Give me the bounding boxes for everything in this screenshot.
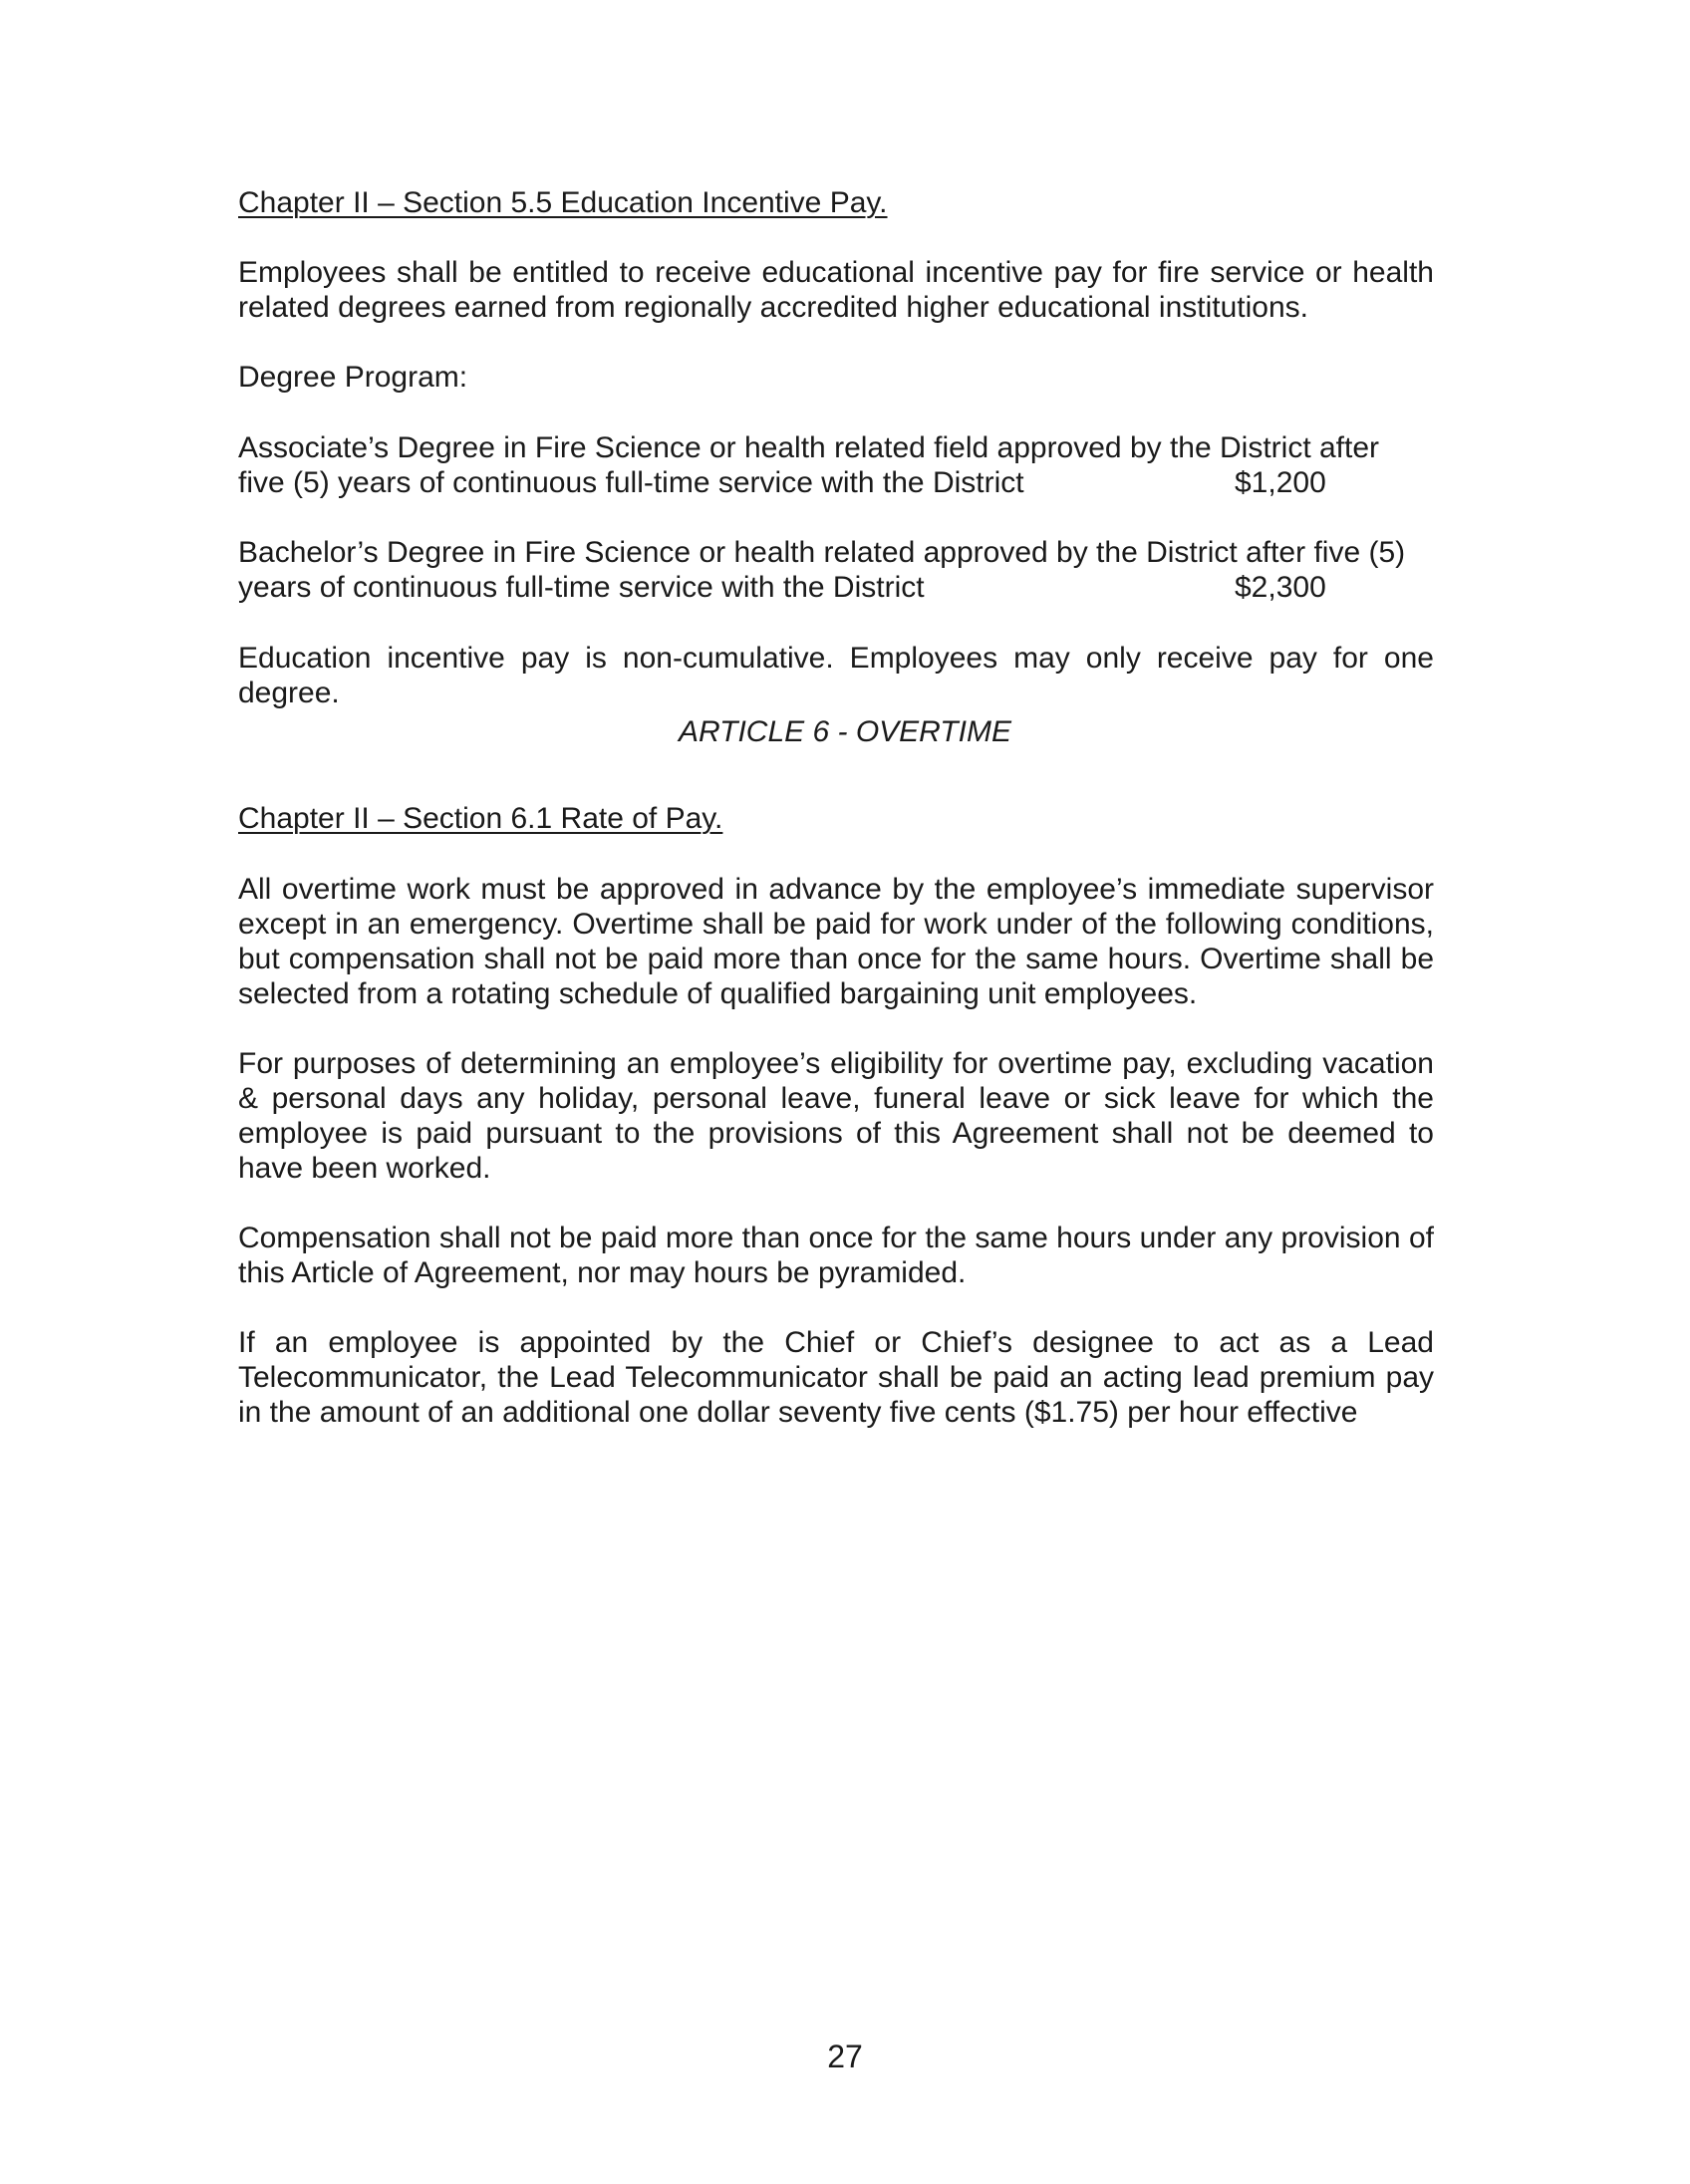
non-cumulative-note: Education incentive pay is non-cumulative. Employees may only receive pay for one degree.	[238, 642, 1434, 709]
associates-degree-line1: Associate’s Degree in Fire Science or health related field approved by the District after	[238, 431, 1380, 464]
lead-telecommunicator-paragraph: If an employee is appointed by the Chief or Chief’s designee to act as a Lead Telecommunicator, the Lead Telecommunicator shall be paid an acting lead premium pay in the amount of an additional one dollar seventy five cents ($1.75) per hour effective	[238, 1326, 1434, 1429]
overtime-approval-paragraph: All overtime work must be approved in advance by the employee’s immediate supervisor except in an emergency. Overtime shall be paid for work under of the following conditions, but compensation shall not be paid more than once for the same hours. Overtime shall be selected from a rotating schedule of qualified bargaining unit employees.	[238, 873, 1434, 1010]
bachelors-degree-amount: $2,300	[1235, 571, 1326, 604]
associates-degree-entry	[238, 430, 1434, 500]
no-pyramiding-paragraph: Compensation shall not be paid more than once for the same hours under any provision of this Article of Agreement, nor may hours be pyramided.	[238, 1222, 1434, 1289]
associates-degree-line2-row	[238, 465, 1434, 500]
degree-program-label: Degree Program:	[238, 361, 468, 394]
associates-degree-amount: $1,200	[1235, 466, 1326, 499]
section-5-5-heading: Chapter II – Section 5.5 Education Incentive Pay.	[238, 186, 888, 219]
section-5-5-intro: Employees shall be entitled to receive educational incentive pay for fire service or health related degrees earned from regionally accredited higher educational institutions.	[238, 256, 1434, 324]
bachelors-degree-line2: years of continuous full-time service with the District	[238, 571, 925, 604]
overtime-eligibility-paragraph: For purposes of determining an employee’s eligibility for overtime pay, excluding vacation & personal days any holiday, personal leave, funeral leave or sick leave for which the employee is paid pursuant to the provisions of this Agreement shall not be deemed to have been worked.	[238, 1047, 1434, 1185]
bachelors-degree-line1: Bachelor’s Degree in Fire Science or health related approved by the District after five (5)	[238, 536, 1406, 569]
section-6-1-heading: Chapter II – Section 6.1 Rate of Pay.	[238, 802, 723, 835]
article-6-title: ARTICLE 6 - OVERTIME	[679, 715, 1011, 748]
bachelors-degree-entry	[238, 535, 1434, 605]
bachelors-degree-line2-row	[238, 570, 1434, 605]
associates-degree-line2: five (5) years of continuous full-time service with the District	[238, 466, 1024, 499]
page-number: 27	[827, 2039, 863, 2074]
